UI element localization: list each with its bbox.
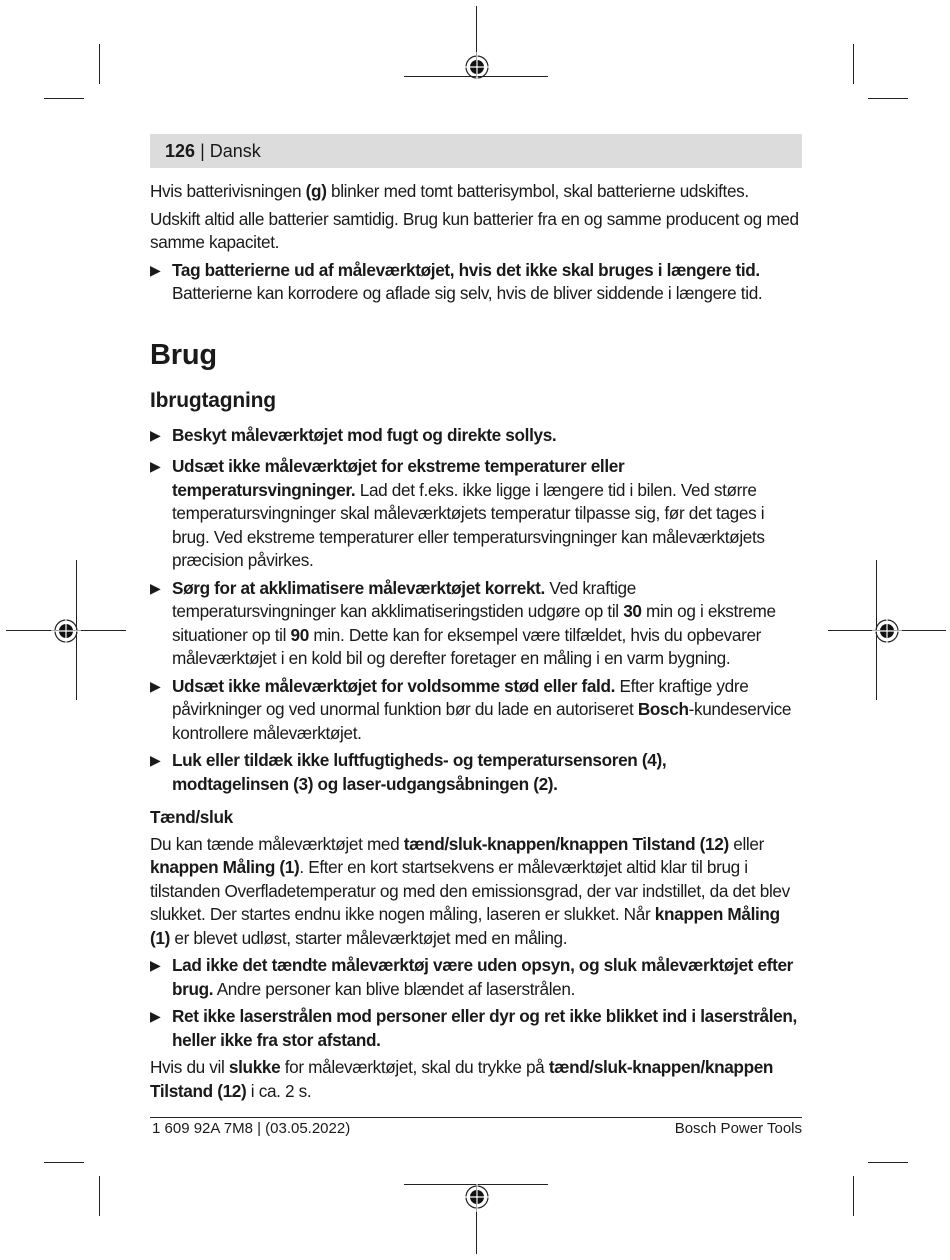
page-header [150,134,802,168]
text: min og i ekstreme situationer op til [172,601,776,645]
text: for måleværktøjet, skal du trykke på [280,1057,549,1077]
bold-text: Lad ikke det tændte måleværktøj være uden opsyn, og sluk måleværktøjet efter brug. [172,955,793,999]
registration-mark-icon [462,52,492,82]
text: Andre personer kan blive blændet af laserstrålen. [213,978,576,999]
footer-doc-number: 1 609 92A 7M8 | (03.05.2022) [152,1120,351,1137]
onoff-paragraph [150,833,802,951]
crop-mark [868,1162,908,1163]
bold-text: knappen Måling (1) [150,904,780,948]
text: er blevet udløst, starter måleværktøjet med en måling. [169,927,568,948]
bullet-arrow-icon: ▶ [150,957,161,973]
text: Ved kraftige temperatursvingninger kan akklimatiseringstiden udgøre op til [172,577,636,621]
bullet-arrow-icon: ▶ [150,677,161,694]
bullet-arrow-icon: ▶ [150,1008,161,1024]
bold-number: 90 [290,624,309,645]
brand-name: Bosch [637,699,689,719]
footer-publisher: Bosch Power Tools [674,1120,802,1137]
bullet-arrow-icon: ▶ [150,261,161,278]
crop-mark [99,44,100,84]
bold-text: knappen Måling (1) [150,857,300,877]
battery-indicator-paragraph [150,180,802,204]
text: eller [728,833,764,854]
battery-replace-paragraph: Udskift altid alle batterier samtidig. Brug kun batterier fra en og samme producent og med samme kapacitet. [150,208,799,252]
text: . Efter en kort startsekvens er måleværktøjet altid klar til brug i tilstanden Overfladetemperatur og med den emissionsgrad, der var indstillet, da det blev slukket. Der startes endnu ikke nogen måling, laseren er slukket. Når [150,857,790,924]
crop-mark [44,1162,84,1163]
bold-text: Udsæt ikke måleværktøjet for voldsomme stød eller fald. [172,675,616,696]
text: Hvis batterivisningen [150,181,306,201]
onoff-title: Tænd/sluk [150,807,233,827]
list-item [150,675,802,746]
list-item [150,455,802,573]
section-title: Brug [150,338,217,371]
bullet-arrow-icon: ▶ [150,458,161,474]
bold-text: Sørg for at akklimatisere måleværktøjet korrekt. [172,577,545,598]
ref-label: (g) [305,181,327,201]
text: -kundeservice kontrollere måleværktøjet. [172,699,792,743]
page-body [150,180,802,1107]
bold-text: Udsæt ikke måleværktøjet for ekstreme temperaturer eller temperatursvingninger. [172,456,625,500]
bullet-arrow-icon: ▶ [150,579,161,596]
crop-mark [44,98,84,99]
text: Du kan tænde måleværktøjet med [150,833,404,854]
list-item [150,577,802,671]
crop-mark [853,44,854,84]
switch-off-paragraph [150,1056,802,1103]
bold-text: Luk eller tildæk ikke luftfugtigheds- og temperatursensoren (4), [172,750,667,770]
battery-warning-bullet [150,259,802,306]
registration-mark-icon [462,1182,492,1212]
page-number: 126 [165,141,196,161]
text: Lad det f.eks. ikke ligge i længere tid i bilen. Ved større temperatursvingninger skal måleværktøjets temperatur tilpasse sig, før det tages i brug. Ved ekstreme temperaturer eller temperatursvingninger kan måleværktøjets præcision påvirkes. [172,479,765,570]
header-separator: | [200,141,205,161]
registration-mark-icon [51,616,81,646]
bold-text: Tag batterierne ud af måleværktøjet, hvis det ikke skal bruges i længere tid. [172,259,760,280]
bold-text: Beskyt måleværktøjet mod fugt og direkte sollys. [172,424,557,445]
header-language: Dansk [209,141,261,161]
bold-text: modtagelinsen (3) og laser-udgangsåbningen (2). [172,773,558,794]
bold-text: slukke [228,1057,281,1077]
list-item [150,424,802,448]
list-item [150,1005,802,1052]
bold-text: Ret ikke laserstrålen mod personer eller dyr og ret ikke blikket ind i laserstrålen, heller ikke fra stor afstand. [172,1006,797,1050]
text: min. Dette kan for eksempel være tilfældet, hvis du opbevarer måleværktøjet i en kold bil og derefter foretager en måling i en varm bygning. [172,624,762,668]
footer-divider [150,1117,802,1118]
bold-text: tænd/sluk-knappen/knappen Tilstand (12) [150,1057,774,1101]
bullet-arrow-icon: ▶ [150,426,161,443]
subsection-title: Ibrugtagning [150,388,276,412]
crop-mark [868,98,908,99]
bullet-arrow-icon: ▶ [150,752,161,768]
list-item [150,749,802,796]
list-item [150,954,802,1001]
bold-text: tænd/sluk-knappen/knappen Tilstand (12) [403,833,729,854]
crop-mark [99,1176,100,1216]
text: Hvis du vil [150,1057,229,1077]
text: i ca. 2 s. [246,1080,312,1101]
text: blinker med tomt batterisymbol, skal batterierne udskiftes. [326,181,749,201]
crop-mark [853,1176,854,1216]
registration-mark-icon [872,616,902,646]
text: Efter kraftige ydre påvirkninger og ved unormal funktion bør du lade en autoriseret [172,675,749,719]
bold-number: 30 [623,601,642,621]
text: Batterierne kan korrodere og aflade sig selv, hvis de bliver siddende i længere tid. [172,283,763,303]
